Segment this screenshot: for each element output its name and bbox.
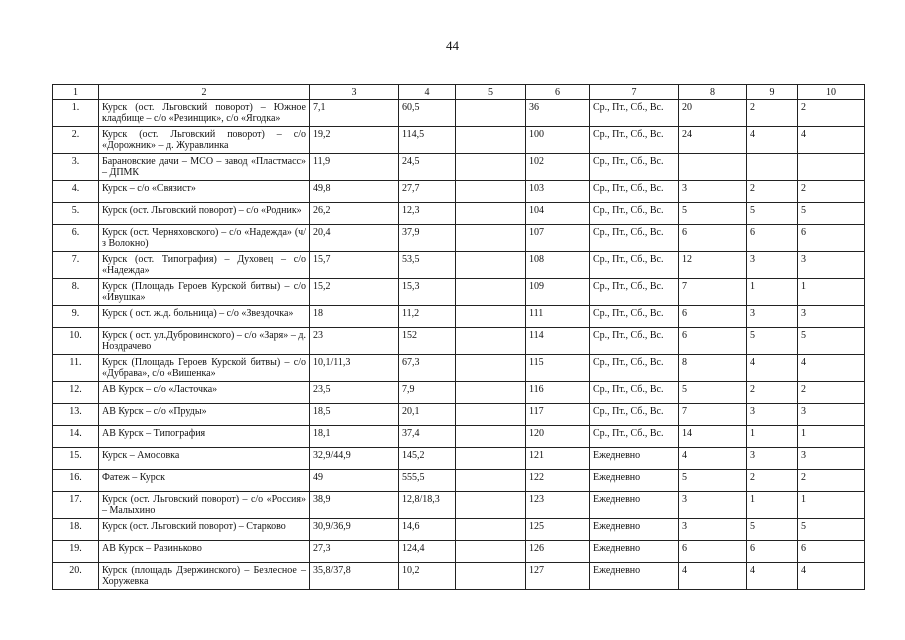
empty-cell	[456, 541, 526, 563]
table-row	[53, 448, 865, 470]
distance-cell: 23,5	[310, 382, 399, 404]
route-code-cell: 120	[526, 426, 590, 448]
value-cell: 124,4	[399, 541, 456, 563]
col9-cell: 4	[747, 355, 798, 382]
col8-cell: 6	[679, 328, 747, 355]
row-number: 20.	[53, 563, 99, 590]
header-row	[53, 85, 865, 100]
route-code-cell: 115	[526, 355, 590, 382]
table-row	[53, 127, 865, 154]
route-code-cell: 116	[526, 382, 590, 404]
col9-cell: 1	[747, 426, 798, 448]
col8-cell: 14	[679, 426, 747, 448]
col10-cell: 4	[798, 355, 865, 382]
value-cell: 67,3	[399, 355, 456, 382]
route-name: Курск (ост. Льговский поворот) – Старково	[99, 519, 310, 541]
empty-cell	[456, 203, 526, 225]
distance-cell: 30,9/36,9	[310, 519, 399, 541]
route-name: Курск (ост. Льговский поворот) – с/о «Россия» – Малыхино	[99, 492, 310, 519]
table-row	[53, 181, 865, 203]
column-header: 4	[399, 85, 456, 100]
empty-cell	[456, 100, 526, 127]
route-name: Курск (ост. Льговский поворот) – с/о «Дорожник» – д. Журавлинка	[99, 127, 310, 154]
row-number: 10.	[53, 328, 99, 355]
value-cell: 12,3	[399, 203, 456, 225]
row-number: 11.	[53, 355, 99, 382]
empty-cell	[456, 181, 526, 203]
route-name: Барановские дачи – МСО – завод «Пластмасс» – ДПМК	[99, 154, 310, 181]
table-row	[53, 306, 865, 328]
route-code-cell: 108	[526, 252, 590, 279]
table-body	[53, 100, 865, 590]
column-header: 10	[798, 85, 865, 100]
row-number: 9.	[53, 306, 99, 328]
distance-cell: 18	[310, 306, 399, 328]
column-header: 8	[679, 85, 747, 100]
col8-cell: 7	[679, 279, 747, 306]
table-row	[53, 382, 865, 404]
col8-cell: 24	[679, 127, 747, 154]
col8-cell: 7	[679, 404, 747, 426]
value-cell: 37,4	[399, 426, 456, 448]
route-name: Курск – с/о «Связист»	[99, 181, 310, 203]
schedule-cell: Ср., Пт., Сб., Вс.	[590, 252, 679, 279]
empty-cell	[456, 470, 526, 492]
col10-cell: 5	[798, 328, 865, 355]
empty-cell	[456, 279, 526, 306]
col8-cell: 6	[679, 225, 747, 252]
row-number: 12.	[53, 382, 99, 404]
schedule-cell: Ср., Пт., Сб., Вс.	[590, 127, 679, 154]
value-cell: 14,6	[399, 519, 456, 541]
col10-cell: 3	[798, 252, 865, 279]
route-code-cell: 122	[526, 470, 590, 492]
row-number: 2.	[53, 127, 99, 154]
distance-cell: 20,4	[310, 225, 399, 252]
col8-cell: 4	[679, 448, 747, 470]
col8-cell: 12	[679, 252, 747, 279]
table-row	[53, 470, 865, 492]
empty-cell	[456, 519, 526, 541]
distance-cell: 11,9	[310, 154, 399, 181]
value-cell: 11,2	[399, 306, 456, 328]
route-code-cell: 104	[526, 203, 590, 225]
table-row	[53, 252, 865, 279]
table-row	[53, 355, 865, 382]
table-row	[53, 154, 865, 181]
empty-cell	[456, 225, 526, 252]
column-header: 9	[747, 85, 798, 100]
value-cell: 10,2	[399, 563, 456, 590]
route-name: Курск – Амосовка	[99, 448, 310, 470]
schedule-cell: Ср., Пт., Сб., Вс.	[590, 355, 679, 382]
route-code-cell: 126	[526, 541, 590, 563]
col10-cell: 4	[798, 127, 865, 154]
table-row	[53, 492, 865, 519]
value-cell: 114,5	[399, 127, 456, 154]
routes-table	[52, 84, 865, 590]
schedule-cell: Ср., Пт., Сб., Вс.	[590, 328, 679, 355]
col8-cell: 20	[679, 100, 747, 127]
col10-cell: 5	[798, 203, 865, 225]
col10-cell: 3	[798, 306, 865, 328]
col10-cell: 2	[798, 181, 865, 203]
empty-cell	[456, 404, 526, 426]
col9-cell: 3	[747, 306, 798, 328]
schedule-cell: Ср., Пт., Сб., Вс.	[590, 306, 679, 328]
distance-cell: 18,1	[310, 426, 399, 448]
route-name: Курск (Площадь Героев Курской битвы) – с/о «Дубрава», с/о «Вишенка»	[99, 355, 310, 382]
distance-cell: 19,2	[310, 127, 399, 154]
distance-cell: 49	[310, 470, 399, 492]
distance-cell: 23	[310, 328, 399, 355]
value-cell: 53,5	[399, 252, 456, 279]
distance-cell: 35,8/37,8	[310, 563, 399, 590]
col10-cell: 2	[798, 100, 865, 127]
schedule-cell: Ср., Пт., Сб., Вс.	[590, 203, 679, 225]
route-name: Фатеж – Курск	[99, 470, 310, 492]
col9-cell: 3	[747, 252, 798, 279]
route-name: Курск (ост. Льговский поворот) – с/о «Родник»	[99, 203, 310, 225]
route-name: Курск (Площадь Героев Курской битвы) – с/о «Ивушка»	[99, 279, 310, 306]
col9-cell: 2	[747, 181, 798, 203]
route-code-cell: 36	[526, 100, 590, 127]
col8-cell	[679, 154, 747, 181]
schedule-cell: Ср., Пт., Сб., Вс.	[590, 279, 679, 306]
col9-cell: 4	[747, 127, 798, 154]
route-name: Курск (ост. Черняховского) – с/о «Надежда» (ч/з Волокно)	[99, 225, 310, 252]
route-name: АВ Курск – с/о «Пруды»	[99, 404, 310, 426]
distance-cell: 27,3	[310, 541, 399, 563]
col10-cell	[798, 154, 865, 181]
col9-cell: 4	[747, 563, 798, 590]
schedule-cell: Ежедневно	[590, 519, 679, 541]
table-row	[53, 563, 865, 590]
empty-cell	[456, 252, 526, 279]
distance-cell: 15,2	[310, 279, 399, 306]
table-row	[53, 225, 865, 252]
col9-cell: 3	[747, 448, 798, 470]
column-header: 6	[526, 85, 590, 100]
route-code-cell: 125	[526, 519, 590, 541]
column-header: 3	[310, 85, 399, 100]
col9-cell: 6	[747, 541, 798, 563]
distance-cell: 32,9/44,9	[310, 448, 399, 470]
distance-cell: 49,8	[310, 181, 399, 203]
row-number: 1.	[53, 100, 99, 127]
value-cell: 152	[399, 328, 456, 355]
schedule-cell: Ср., Пт., Сб., Вс.	[590, 100, 679, 127]
row-number: 18.	[53, 519, 99, 541]
col8-cell: 5	[679, 470, 747, 492]
row-number: 16.	[53, 470, 99, 492]
col10-cell: 1	[798, 279, 865, 306]
distance-cell: 38,9	[310, 492, 399, 519]
distance-cell: 15,7	[310, 252, 399, 279]
row-number: 8.	[53, 279, 99, 306]
empty-cell	[456, 492, 526, 519]
schedule-cell: Ежедневно	[590, 563, 679, 590]
col9-cell: 2	[747, 382, 798, 404]
route-code-cell: 103	[526, 181, 590, 203]
route-code-cell: 109	[526, 279, 590, 306]
col8-cell: 3	[679, 519, 747, 541]
col8-cell: 3	[679, 181, 747, 203]
table-row	[53, 279, 865, 306]
row-number: 13.	[53, 404, 99, 426]
empty-cell	[456, 426, 526, 448]
distance-cell: 7,1	[310, 100, 399, 127]
route-name: Курск (ост. Льговский поворот) – Южное кладбище – с/о «Резинщик», с/о «Ягодка»	[99, 100, 310, 127]
route-code-cell: 114	[526, 328, 590, 355]
route-name: Курск ( ост. ж.д. больница) – с/о «Звездочка»	[99, 306, 310, 328]
column-header: 7	[590, 85, 679, 100]
route-code-cell: 127	[526, 563, 590, 590]
col10-cell: 1	[798, 426, 865, 448]
col9-cell	[747, 154, 798, 181]
col8-cell: 3	[679, 492, 747, 519]
value-cell: 27,7	[399, 181, 456, 203]
schedule-cell: Ср., Пт., Сб., Вс.	[590, 181, 679, 203]
route-code-cell: 102	[526, 154, 590, 181]
row-number: 4.	[53, 181, 99, 203]
empty-cell	[456, 448, 526, 470]
table-row	[53, 404, 865, 426]
table-row	[53, 426, 865, 448]
col8-cell: 5	[679, 382, 747, 404]
schedule-cell: Ежедневно	[590, 470, 679, 492]
route-code-cell: 123	[526, 492, 590, 519]
col8-cell: 8	[679, 355, 747, 382]
empty-cell	[456, 382, 526, 404]
value-cell: 555,5	[399, 470, 456, 492]
route-name: Курск (ост. Типография) – Духовец – с/о «Надежда»	[99, 252, 310, 279]
col8-cell: 4	[679, 563, 747, 590]
table-row	[53, 541, 865, 563]
col9-cell: 5	[747, 328, 798, 355]
route-code-cell: 117	[526, 404, 590, 426]
column-header: 5	[456, 85, 526, 100]
route-name: Курск ( ост. ул.Дубровинского) – с/о «Заря» – д. Ноздрачево	[99, 328, 310, 355]
empty-cell	[456, 154, 526, 181]
col8-cell: 6	[679, 306, 747, 328]
row-number: 14.	[53, 426, 99, 448]
col9-cell: 6	[747, 225, 798, 252]
row-number: 3.	[53, 154, 99, 181]
empty-cell	[456, 328, 526, 355]
col10-cell: 3	[798, 404, 865, 426]
table-row	[53, 203, 865, 225]
route-code-cell: 111	[526, 306, 590, 328]
schedule-cell: Ср., Пт., Сб., Вс.	[590, 225, 679, 252]
schedule-cell: Ежедневно	[590, 448, 679, 470]
route-name: АВ Курск – Разиньково	[99, 541, 310, 563]
row-number: 19.	[53, 541, 99, 563]
route-name: АВ Курск – с/о «Ласточка»	[99, 382, 310, 404]
value-cell: 60,5	[399, 100, 456, 127]
route-code-cell: 121	[526, 448, 590, 470]
value-cell: 20,1	[399, 404, 456, 426]
route-code-cell: 107	[526, 225, 590, 252]
col8-cell: 5	[679, 203, 747, 225]
empty-cell	[456, 127, 526, 154]
route-name: Курск (площадь Дзержинского) – Безлесное – Хоружевка	[99, 563, 310, 590]
col10-cell: 6	[798, 225, 865, 252]
table-row	[53, 100, 865, 127]
value-cell: 37,9	[399, 225, 456, 252]
row-number: 7.	[53, 252, 99, 279]
col10-cell: 2	[798, 382, 865, 404]
col10-cell: 2	[798, 470, 865, 492]
distance-cell: 10,1/11,3	[310, 355, 399, 382]
col8-cell: 6	[679, 541, 747, 563]
route-code-cell: 100	[526, 127, 590, 154]
schedule-cell: Ср., Пт., Сб., Вс.	[590, 382, 679, 404]
col10-cell: 6	[798, 541, 865, 563]
row-number: 17.	[53, 492, 99, 519]
table-row	[53, 328, 865, 355]
empty-cell	[456, 355, 526, 382]
col10-cell: 5	[798, 519, 865, 541]
col9-cell: 2	[747, 470, 798, 492]
schedule-cell: Ежедневно	[590, 492, 679, 519]
distance-cell: 18,5	[310, 404, 399, 426]
schedule-cell: Ср., Пт., Сб., Вс.	[590, 404, 679, 426]
row-number: 5.	[53, 203, 99, 225]
schedule-cell: Ср., Пт., Сб., Вс.	[590, 154, 679, 181]
value-cell: 15,3	[399, 279, 456, 306]
page-number: 44	[446, 38, 459, 53]
row-number: 15.	[53, 448, 99, 470]
col10-cell: 3	[798, 448, 865, 470]
empty-cell	[456, 563, 526, 590]
col9-cell: 1	[747, 279, 798, 306]
col9-cell: 2	[747, 100, 798, 127]
column-header: 2	[99, 85, 310, 100]
schedule-cell: Ср., Пт., Сб., Вс.	[590, 426, 679, 448]
empty-cell	[456, 306, 526, 328]
value-cell: 24,5	[399, 154, 456, 181]
col10-cell: 4	[798, 563, 865, 590]
col9-cell: 5	[747, 519, 798, 541]
value-cell: 12,8/18,3	[399, 492, 456, 519]
schedule-cell: Ежедневно	[590, 541, 679, 563]
table-row	[53, 519, 865, 541]
row-number: 6.	[53, 225, 99, 252]
route-name: АВ Курск – Типография	[99, 426, 310, 448]
col10-cell: 1	[798, 492, 865, 519]
col9-cell: 1	[747, 492, 798, 519]
value-cell: 7,9	[399, 382, 456, 404]
distance-cell: 26,2	[310, 203, 399, 225]
col9-cell: 5	[747, 203, 798, 225]
col9-cell: 3	[747, 404, 798, 426]
value-cell: 145,2	[399, 448, 456, 470]
column-header: 1	[53, 85, 99, 100]
